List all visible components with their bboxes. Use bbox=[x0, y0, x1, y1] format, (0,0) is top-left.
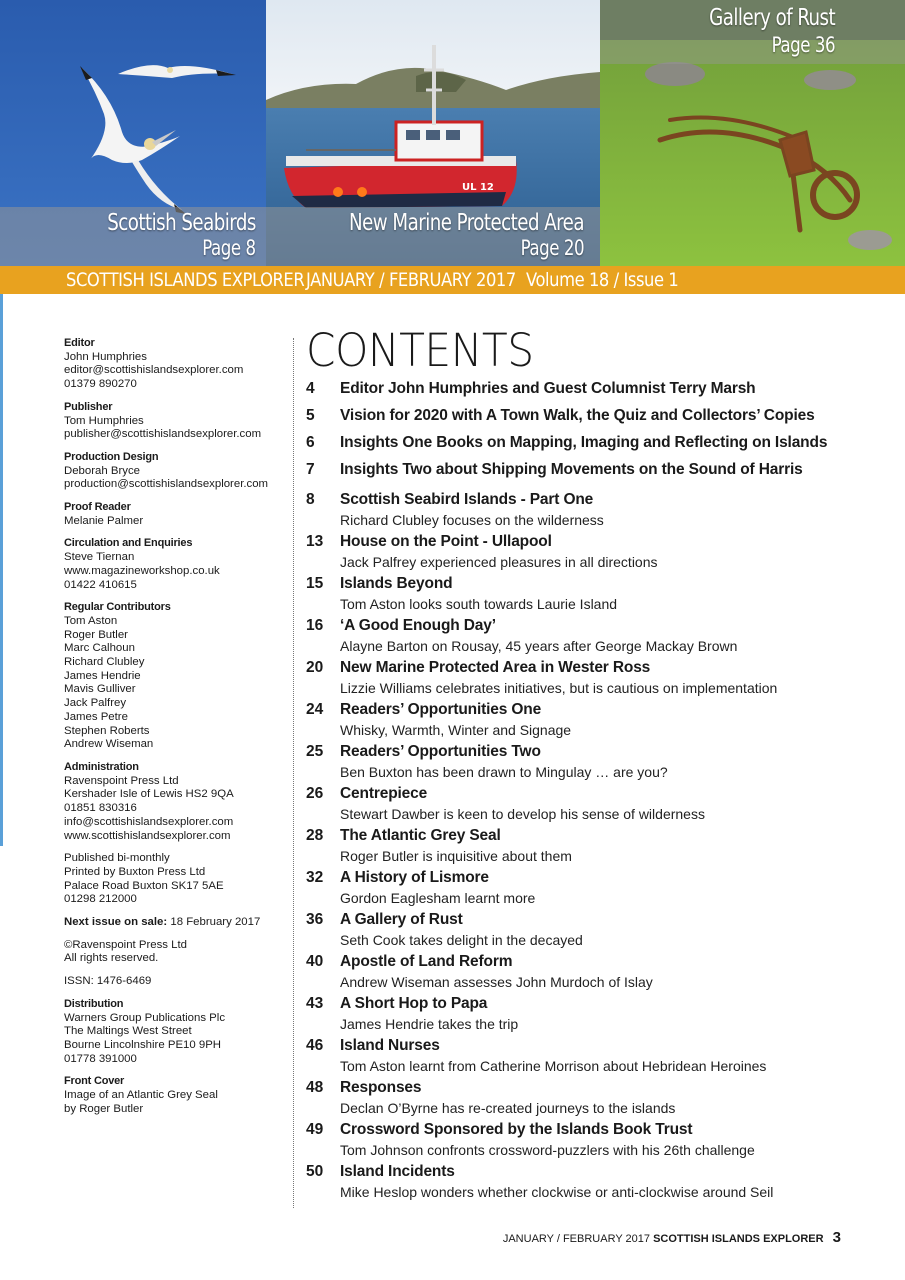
masthead-heading: Front Cover bbox=[64, 1075, 125, 1088]
entry-description: Alayne Barton on Rousay, 45 years after George Mackay Brown bbox=[340, 638, 738, 654]
entry-description: Tom Aston looks south towards Laurie Island bbox=[340, 596, 618, 612]
contributor-name: Mavis Gulliver bbox=[64, 683, 136, 696]
entry-page-number: 20 bbox=[306, 659, 324, 676]
entry-title: Apostle of Land Reform bbox=[340, 953, 513, 970]
entry-title: Editor John Humphries and Guest Columnist Terry Marsh bbox=[340, 380, 756, 397]
masthead-line: 01851 830316 bbox=[64, 802, 137, 815]
contributor-name: James Petre bbox=[64, 710, 128, 723]
contributor-name: Richard Clubley bbox=[64, 656, 145, 669]
masthead-line: All rights reserved. bbox=[64, 952, 159, 965]
strip-issue-date: JANUARY / FEBRUARY 2017 bbox=[306, 269, 516, 291]
contents-entry[interactable] bbox=[306, 741, 896, 783]
masthead-editor bbox=[64, 337, 286, 392]
entry-title: Readers’ Opportunities Two bbox=[340, 743, 541, 760]
entry-page-number: 24 bbox=[306, 701, 324, 718]
masthead-line: Printed by Buxton Press Ltd bbox=[64, 865, 206, 878]
column-divider bbox=[293, 338, 294, 1208]
contents-entry[interactable] bbox=[306, 657, 896, 699]
page-number: 3 bbox=[832, 1229, 841, 1246]
masthead-line: Published bi-monthly bbox=[64, 852, 170, 865]
entry-description: Jack Palfrey experienced pleasures in all directions bbox=[340, 554, 658, 570]
masthead-production bbox=[64, 451, 286, 492]
entry-page-number: 5 bbox=[306, 407, 315, 424]
contents-entry[interactable] bbox=[306, 615, 896, 657]
contents-entry[interactable] bbox=[306, 573, 896, 615]
contents-heading: CONTENTS bbox=[306, 324, 534, 377]
contents-entry[interactable] bbox=[306, 489, 896, 531]
entry-description: Ben Buxton has been drawn to Mingulay … are you? bbox=[340, 764, 668, 780]
caption-seabirds-title: Scottish Seabirds bbox=[107, 210, 256, 236]
masthead-email[interactable]: production@scottishislandsexplorer.com bbox=[64, 478, 269, 491]
entry-page-number: 43 bbox=[306, 995, 324, 1012]
entry-description: Andrew Wiseman assesses John Murdoch of Islay bbox=[340, 974, 653, 990]
entry-description: Tom Johnson confronts crossword-puzzlers with his 26th challenge bbox=[340, 1142, 755, 1158]
masthead-line: The Maltings West Street bbox=[64, 1025, 192, 1038]
masthead-line: 01298 212000 bbox=[64, 893, 137, 906]
entry-page-number: 49 bbox=[306, 1121, 324, 1138]
masthead-line: 01778 391000 bbox=[64, 1052, 137, 1065]
masthead-email[interactable]: info@scottishislandsexplorer.com bbox=[64, 815, 234, 828]
contents-entry[interactable] bbox=[306, 1077, 896, 1119]
strip-magazine-name: SCOTTISH ISLANDS EXPLORER bbox=[66, 269, 305, 291]
masthead-copyright bbox=[64, 939, 286, 966]
entry-title: Islands Beyond bbox=[340, 575, 453, 592]
entry-page-number: 8 bbox=[306, 491, 315, 508]
entry-title: Vision for 2020 with A Town Walk, the Quiz and Collectors’ Copies bbox=[340, 407, 815, 424]
masthead-heading: Editor bbox=[64, 337, 95, 349]
masthead-line: ©Ravenspoint Press Ltd bbox=[64, 938, 187, 951]
entry-title: Scottish Seabird Islands - Part One bbox=[340, 491, 594, 508]
masthead-line: John Humphries bbox=[64, 350, 147, 363]
masthead-email[interactable]: editor@scottishislandsexplorer.com bbox=[64, 364, 244, 377]
masthead-heading: Regular Contributors bbox=[64, 601, 171, 614]
masthead bbox=[64, 337, 286, 1125]
entry-title: New Marine Protected Area in Wester Ross bbox=[340, 659, 651, 676]
next-issue-date: 18 February 2017 bbox=[170, 916, 261, 929]
entry-page-number: 4 bbox=[306, 380, 315, 397]
contributor-name: Jack Palfrey bbox=[64, 697, 127, 710]
contributor-name: James Hendrie bbox=[64, 669, 141, 682]
footer-date: JANUARY / FEBRUARY 2017 bbox=[502, 1233, 650, 1245]
contents-entry[interactable] bbox=[306, 405, 896, 432]
contributor-name: Andrew Wiseman bbox=[64, 738, 154, 751]
entry-description: Whisky, Warmth, Winter and Signage bbox=[340, 722, 572, 738]
page-footer bbox=[503, 1229, 841, 1246]
edge-bar bbox=[0, 294, 3, 846]
contents-entry[interactable] bbox=[306, 699, 896, 741]
masthead-front-cover bbox=[64, 1075, 286, 1116]
masthead-line: Bourne Lincolnshire PE10 9PH bbox=[64, 1038, 222, 1051]
entry-description: Gordon Eaglesham learnt more bbox=[340, 890, 536, 906]
entry-title: A Short Hop to Papa bbox=[340, 995, 488, 1012]
contents-entry[interactable] bbox=[306, 1161, 896, 1203]
entry-description: Mike Heslop wonders whether clockwise or anti-clockwise around Seil bbox=[340, 1184, 774, 1200]
caption-marine-title: New Marine Protected Area bbox=[349, 210, 584, 236]
entry-page-number: 26 bbox=[306, 785, 324, 802]
entry-title: Centrepiece bbox=[340, 785, 428, 802]
masthead-line: 01379 890270 bbox=[64, 378, 137, 391]
masthead-line: Warners Group Publications Plc bbox=[64, 1011, 226, 1024]
masthead-line: by Roger Butler bbox=[64, 1102, 144, 1115]
entry-title: Island Incidents bbox=[340, 1163, 455, 1180]
entry-description: Stewart Dawber is keen to develop his sense of wilderness bbox=[340, 806, 705, 822]
masthead-heading: Production Design bbox=[64, 450, 159, 463]
masthead-line: Deborah Bryce bbox=[64, 464, 140, 477]
entry-page-number: 28 bbox=[306, 827, 324, 844]
masthead-publisher bbox=[64, 401, 286, 442]
entry-title: Readers’ Opportunities One bbox=[340, 701, 542, 718]
contributor-name: Stephen Roberts bbox=[64, 724, 150, 737]
masthead-link[interactable]: www.scottishislandsexplorer.com bbox=[64, 829, 231, 842]
caption-rust-title: Gallery of Rust bbox=[709, 5, 835, 31]
masthead-administration bbox=[64, 761, 286, 843]
footer-magazine: SCOTTISH ISLANDS EXPLORER bbox=[653, 1233, 824, 1245]
entry-title: The Atlantic Grey Seal bbox=[340, 827, 501, 844]
masthead-heading: Administration bbox=[64, 760, 139, 773]
masthead-circulation bbox=[64, 537, 286, 592]
entry-title: Insights Two about Shipping Movements on the Sound of Harris bbox=[340, 461, 803, 478]
caption-rust[interactable] bbox=[600, 0, 905, 64]
masthead-line: Kershader Isle of Lewis HS2 9QA bbox=[64, 788, 234, 801]
contents-entry[interactable] bbox=[306, 1119, 896, 1161]
contents-entry[interactable] bbox=[306, 531, 896, 573]
contributor-name: Roger Butler bbox=[64, 628, 128, 641]
masthead-line: Image of an Atlantic Grey Seal bbox=[64, 1089, 218, 1102]
masthead-proof-reader bbox=[64, 501, 286, 528]
contents-entry[interactable] bbox=[306, 825, 896, 867]
contents-entry[interactable] bbox=[306, 951, 896, 993]
entry-page-number: 48 bbox=[306, 1079, 324, 1096]
masthead-email[interactable]: publisher@scottishislandsexplorer.com bbox=[64, 428, 262, 441]
entry-page-number: 32 bbox=[306, 869, 324, 886]
contents-entry[interactable] bbox=[306, 459, 896, 489]
entry-title: A History of Lismore bbox=[340, 869, 489, 886]
entry-page-number: 25 bbox=[306, 743, 324, 760]
entry-page-number: 16 bbox=[306, 617, 324, 634]
masthead-heading: Proof Reader bbox=[64, 501, 131, 514]
masthead-link[interactable]: www.magazineworkshop.co.uk bbox=[64, 564, 220, 577]
entry-title: Responses bbox=[340, 1079, 422, 1096]
masthead-line: Ravenspoint Press Ltd bbox=[64, 774, 179, 787]
caption-seabirds[interactable] bbox=[0, 207, 266, 266]
issue-strip bbox=[0, 266, 905, 294]
contents-entry[interactable] bbox=[306, 432, 896, 459]
entry-description: Lizzie Williams celebrates initiatives, but is cautious on implementation bbox=[340, 680, 778, 696]
entry-title: A Gallery of Rust bbox=[340, 911, 463, 928]
entry-page-number: 40 bbox=[306, 953, 324, 970]
contents-entry[interactable] bbox=[306, 867, 896, 909]
contents-entry[interactable] bbox=[306, 1035, 896, 1077]
caption-rust-page: Page 36 bbox=[771, 33, 835, 57]
entry-description: Roger Butler is inquisitive about them bbox=[340, 848, 572, 864]
contents-entry[interactable] bbox=[306, 378, 896, 405]
masthead-line: Tom Humphries bbox=[64, 414, 144, 427]
contents-entry[interactable] bbox=[306, 993, 896, 1035]
masthead-heading: Circulation and Enquiries bbox=[64, 537, 193, 550]
caption-marine-page: Page 20 bbox=[520, 236, 584, 260]
issn: ISSN: 1476-6469 bbox=[64, 975, 152, 988]
entry-title: Island Nurses bbox=[340, 1037, 440, 1054]
entry-description: Seth Cook takes delight in the decayed bbox=[340, 932, 583, 948]
boat-registration: UL 12 bbox=[462, 182, 494, 193]
entry-title: ‘A Good Enough Day’ bbox=[340, 617, 496, 634]
caption-marine[interactable] bbox=[266, 207, 600, 266]
masthead-heading: Publisher bbox=[64, 400, 113, 413]
entry-title: Crossword Sponsored by the Islands Book Trust bbox=[340, 1121, 693, 1138]
masthead-line: Melanie Palmer bbox=[64, 514, 144, 527]
masthead-next-issue bbox=[64, 916, 286, 930]
contributor-name: Marc Calhoun bbox=[64, 642, 135, 655]
entry-description: Tom Aston learnt from Catherine Morrison about Hebridean Heroines bbox=[340, 1058, 767, 1074]
entry-page-number: 6 bbox=[306, 434, 315, 451]
contents-entry[interactable] bbox=[306, 909, 896, 951]
entry-page-number: 13 bbox=[306, 533, 324, 550]
entry-title: Insights One Books on Mapping, Imaging and Reflecting on Islands bbox=[340, 434, 828, 451]
masthead-heading: Distribution bbox=[64, 997, 124, 1010]
entry-page-number: 7 bbox=[306, 461, 315, 478]
masthead-distribution bbox=[64, 998, 286, 1067]
entry-page-number: 46 bbox=[306, 1037, 324, 1054]
photo-banner bbox=[0, 0, 905, 266]
masthead-line: 01422 410615 bbox=[64, 578, 137, 591]
strip-volume: Volume 18 / Issue 1 bbox=[526, 269, 679, 291]
entry-description: Declan O’Byrne has re-created journeys to the islands bbox=[340, 1100, 676, 1116]
masthead-contributors bbox=[64, 601, 286, 752]
contributor-name: Tom Aston bbox=[64, 614, 118, 627]
masthead-issn bbox=[64, 975, 286, 989]
entry-description: James Hendrie takes the trip bbox=[340, 1016, 519, 1032]
masthead-printing bbox=[64, 852, 286, 907]
contents-entry[interactable] bbox=[306, 783, 896, 825]
entry-page-number: 36 bbox=[306, 911, 324, 928]
contents-list bbox=[306, 378, 896, 1203]
masthead-line: Palace Road Buxton SK17 5AE bbox=[64, 879, 224, 892]
entry-title: House on the Point - Ullapool bbox=[340, 533, 552, 550]
masthead-line: Steve Tiernan bbox=[64, 551, 135, 564]
caption-seabirds-page: Page 8 bbox=[202, 236, 256, 260]
entry-page-number: 15 bbox=[306, 575, 324, 592]
entry-page-number: 50 bbox=[306, 1163, 324, 1180]
entry-description: Richard Clubley focuses on the wilderness bbox=[340, 512, 604, 528]
next-issue-label: Next issue on sale: bbox=[64, 916, 168, 929]
